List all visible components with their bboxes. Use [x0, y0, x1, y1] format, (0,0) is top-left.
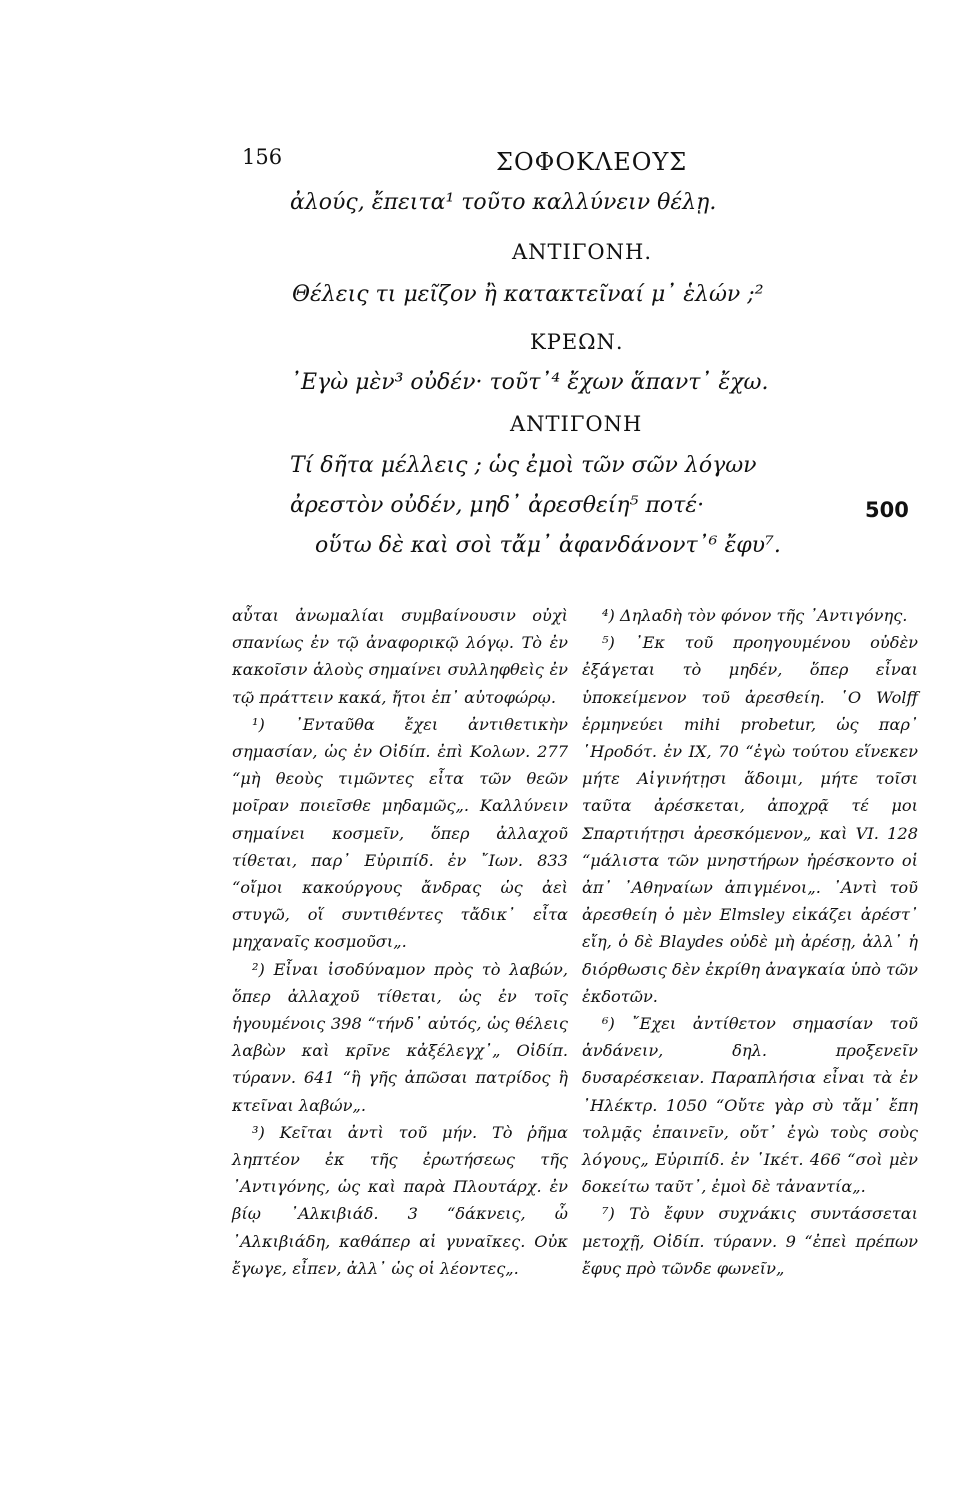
footnote-4: ⁴) Δηλαδὴ τὸν φόνον τῆς ᾽Αντιγόνης.: [602, 606, 908, 625]
speaker-name: ΑΝΤΙΓΟΝΗ: [510, 412, 643, 436]
verse-line: Τί δῆτα μέλλεις ; ὡς ἐμοὶ τῶν σῶν λόγων: [290, 453, 757, 478]
verse-line: ᾽Εγὼ μὲν³ οὐδέν· τοῦτ᾽⁴ ἔχων ἅπαντ᾽ ἔχω.: [290, 370, 769, 395]
footnote-7: ⁷) Τὸ ἔφυν συχνάκις συντάσσεται μετοχῇ, Οἰδίπ. τύρανν. 9 “ἐπεὶ πρέπων ἔφυς πρὸ τῶνδε φωνεῖν„: [582, 1204, 918, 1278]
verse-line: ἀλούς, ἔπειτα¹ τοῦτο καλλύνειν θέλῃ.: [290, 190, 717, 215]
footnote-6: ⁶) ῎Εχει ἀντίθετον σημασίαν τοῦ ἁνδάνειν, δηλ. προξενεῖν δυσαρέσκειαν. Παραπλήσια εἶναι τὰ ἐν ᾽Ηλέκτρ. 1050 “Οὔτε γὰρ σὺ τἄμ᾽ ἔπη τολμᾷς ἐπαινεῖν, οὔτ᾽ ἐγὼ τοὺς σοὺς λόγους„ Εὐριπίδ. ἐν ῾Ικέτ. 466 “σοὶ μὲν δοκείτω ταῦτ᾽, ἐμοὶ δὲ τἀναντία„.: [582, 1014, 918, 1197]
running-title: ΣΟΦΟΚΛΕΟΥΣ: [496, 148, 688, 176]
footnote-5: ⁵) ᾽Εκ τοῦ προηγουμένου οὐδὲν ἐξάγεται τὸ μηδέν, ὅπερ εἶναι ὑποκείμενον τοῦ ἀρεσθείη. ῾Ο Wolff ἑρμηνεύει mihi probetur, ὡς παρ᾽ ῾Ηροδότ. ἐν IX, 70 “ἐγὼ τούτου εἵνεκεν μήτε Αἰγινήτῃσι ἅδοιμι, μήτε τοῖσι ταῦτα ἀρέσκεται, ἀποχρᾷ τέ μοι Σπαρτιήτῃσι ἀρεσκόμενον„ καὶ VI. 128 “μάλιστα τῶν μνηστήρων ἠρέσκοντο οἱ ἀπ᾽ ᾽Αθηναίων ἀπιγμένοι„. ᾽Αντὶ τοῦ ἀρεσθείη ὁ μὲν Elmsley εἰκάζει ἀρέστ᾽ εἴη, ὁ δὲ Blaydes οὐδὲ μὴ ἀρέσῃ, ἀλλ᾽ ἡ διόρθωσις δὲν ἐκρίθη ἀναγκαία ὑπὸ τῶν ἐκδοτῶν.: [582, 633, 918, 1006]
notes-right-column: [582, 602, 918, 1282]
page-number: 156: [242, 145, 283, 169]
footnote-3: ³) Κεῖται ἀντὶ τοῦ μήν. Τὸ ῥῆμα ληπτέον ἐκ τῆς ἐρωτήσεως τῆς ᾽Αντιγόνης, ὡς καὶ παρὰ Πλουτάρχ. ἐν βίῳ ᾽Αλκιβιάδ. 3 “δάκνεις, ὦ ᾽Αλκιβιάδη, καθάπερ αἱ γυναῖκες. Οὐκ ἔγωγε, εἶπεν, ἀλλ᾽ ὡς οἱ λέοντες„.: [232, 1122, 568, 1278]
verse-line: Θέλεις τι μεῖζον ἢ κατακτεῖναί μ᾽ ἑλών ;²: [292, 282, 764, 307]
line-number: 500: [865, 498, 909, 522]
footnote-1: ¹) ᾽Ενταῦθα ἔχει ἀντιθετικὴν σημασίαν, ὡς ἐν Οἰδίπ. ἐπὶ Κολων. 277 “μὴ θεοὺς τιμῶντες εἶτα τῶν θεῶν μοῖραν ποιεῖσθε μηδαμῶς„. Καλλύνειν σημαίνει κοσμεῖν, ὅπερ ἀλλαχοῦ τίθεται, παρ᾽ Εὐριπίδ. ἐν ῎Ιων. 833 “οἴμοι κακούργους ἄνδρας ὡς ἀεὶ στυγῶ, οἵ συντιθέντες τἄδικ᾽ εἶτα μηχαναῖς κοσμοῦσι„.: [232, 714, 568, 952]
note-paragraph: αὗται ἀνωμαλίαι συμβαίνουσιν οὐχὶ σπανίως ἐν τῷ ἀναφορικῷ λόγῳ. Τὸ ἐν κακοῖσιν ἁλοὺς σημαίνει συλληφθεὶς ἐν τῷ πράττειν κακά, ἤτοι ἐπ᾽ αὐτοφώρῳ.: [232, 606, 568, 707]
verse-line: οὕτω δὲ καὶ σοὶ τἄμ᾽ ἀφανδάνοντ᾽⁶ ἔφυ⁷.: [315, 533, 781, 558]
notes-left-column: [232, 602, 568, 1282]
speaker-name: ΑΝΤΙΓΟΝΗ.: [512, 240, 652, 264]
footnote-2: ²) Εἶναι ἰσοδύναμον πρὸς τὸ λαβών, ὅπερ ἀλλαχοῦ τίθεται, ὡς ἐν τοῖς ἡγουμένοις 398 “τήνδ᾽ αὐτός, ὡς θέλεις λαβὼν καὶ κρῖνε κἀξέλεγχ᾽„ Οἰδίπ. τύρανν. 641 “ἢ γῆς ἀπῶσαι πατρίδος ἢ κτεῖναι λαβών„.: [232, 959, 568, 1115]
verse-line: ἀρεστὸν οὐδέν, μηδ᾽ ἀρεσθείη⁵ ποτέ·: [290, 493, 705, 518]
speaker-name: ΚΡΕΩΝ.: [530, 330, 624, 354]
